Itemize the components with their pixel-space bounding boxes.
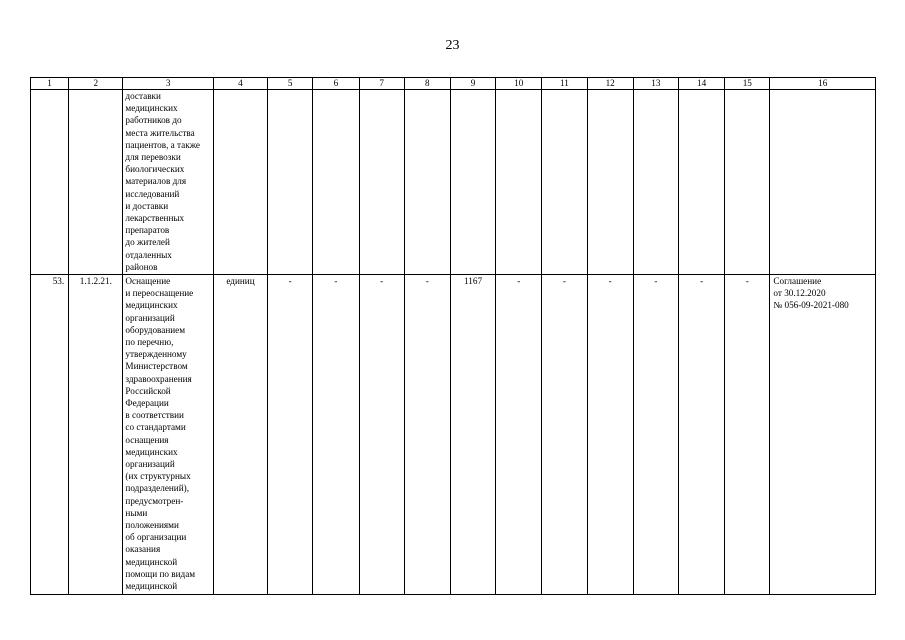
row-col7: -: [359, 275, 404, 595]
table-row-53: [31, 275, 876, 595]
cell-empty: [633, 90, 678, 275]
row-unit: единиц: [213, 275, 267, 595]
cell-empty: [404, 90, 450, 275]
cell-empty: [678, 90, 724, 275]
cell-empty: [213, 90, 267, 275]
header-cell-14: 14: [678, 78, 724, 90]
row-col10: -: [496, 275, 542, 595]
cell-empty: [496, 90, 542, 275]
cell-empty: [268, 90, 313, 275]
header-cell-2: 2: [69, 78, 123, 90]
cell-empty: [770, 90, 876, 275]
row-description: Оснащение и переоснащение медицинских организаций оборудованием по перечню, утвержденному Министерством здравоохранения Российской Федерации в соответствии со стандартами оснащения медицинских организаций (их структурных подразделений), предусмотрен- ными положениями об организации оказания медицинской помощи по видам медицинской: [123, 275, 213, 595]
header-cell-16: 16: [770, 78, 876, 90]
data-table: [30, 77, 876, 595]
cell-empty: [31, 90, 69, 275]
header-cell-4: 4: [213, 78, 267, 90]
row-col11: -: [542, 275, 587, 595]
header-cell-11: 11: [542, 78, 587, 90]
header-cell-15: 15: [725, 78, 770, 90]
cell-empty: [725, 90, 770, 275]
row-number: 53.: [31, 275, 69, 595]
header-cell-1: 1: [31, 78, 69, 90]
row-description: доставки медицинских работников до места жительства пациентов, а также для перевозки биологических материалов для исследований и доставки лекарственных препаратов до жителей отдаленных районов: [123, 90, 213, 275]
cell-empty: [313, 90, 359, 275]
row-col13: -: [633, 275, 678, 595]
row-note: Соглашение от 30.12.2020 № 056-09-2021-080: [770, 275, 876, 595]
header-cell-8: 8: [404, 78, 450, 90]
row-col15: -: [725, 275, 770, 595]
row-col5: -: [268, 275, 313, 595]
header-cell-6: 6: [313, 78, 359, 90]
row-col12: -: [587, 275, 633, 595]
row-col6: -: [313, 275, 359, 595]
row-col14: -: [678, 275, 724, 595]
cell-empty: [542, 90, 587, 275]
cell-empty: [450, 90, 495, 275]
header-cell-12: 12: [587, 78, 633, 90]
table-row-continued: [31, 90, 876, 275]
cell-empty: [587, 90, 633, 275]
header-cell-13: 13: [633, 78, 678, 90]
row-col9: 1167: [450, 275, 495, 595]
header-cell-7: 7: [359, 78, 404, 90]
header-cell-3: 3: [123, 78, 213, 90]
cell-empty: [69, 90, 123, 275]
row-code: 1.1.2.21.: [69, 275, 123, 595]
header-cell-10: 10: [496, 78, 542, 90]
header-cell-5: 5: [268, 78, 313, 90]
header-row: [31, 78, 876, 90]
row-col8: -: [404, 275, 450, 595]
header-cell-9: 9: [450, 78, 495, 90]
cell-empty: [359, 90, 404, 275]
page-number: 23: [445, 38, 460, 53]
